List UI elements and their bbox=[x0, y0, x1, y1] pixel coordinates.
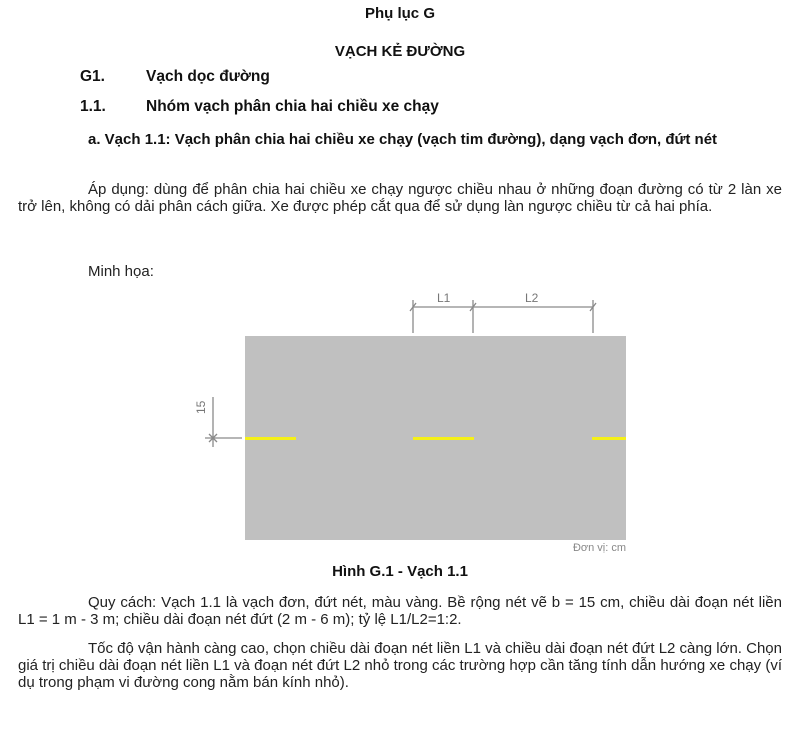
subsection-title: a. Vạch 1.1: Vạch phân chia hai chiều xe chạy (vạch tim đường), dạng vạch đơn, đứt nét bbox=[88, 131, 718, 148]
heading-number: 1.1. bbox=[80, 98, 106, 115]
speed-paragraph: Tốc độ vận hành càng cao, chọn chiều dài đoạn nét liền L1 và chiều dài đoạn nét đứt L2 càng lớn. Chọn giá trị chiều dài đoạn nét liền L1 và đoạn nét đứt L2 nhỏ trong các trường hợp cần tăng tính dẫn hướng xe chạy (ví dụ trong phạm vi đường cong nằm bán kính nhỏ). bbox=[18, 640, 782, 691]
unit-note: Đơn vị: cm bbox=[572, 542, 626, 554]
dimension-label-l2: L2 bbox=[525, 291, 539, 305]
heading-1-1 bbox=[80, 98, 780, 118]
heading-text: Nhóm vạch phân chia hai chiều xe chạy bbox=[146, 98, 439, 115]
illustration-label: Minh họa: bbox=[88, 263, 154, 280]
main-title: VẠCH KẺ ĐƯỜNG bbox=[334, 43, 466, 60]
appendix-title: Phụ lục G bbox=[364, 5, 435, 22]
yellow-dash-segment bbox=[245, 437, 296, 440]
dimension-label-width: 15 bbox=[194, 400, 208, 414]
yellow-dash-segment bbox=[413, 437, 474, 440]
application-paragraph: Áp dụng: dùng để phân chia hai chiều xe chạy ngược chiều nhau ở những đoạn đường có từ 2 làn xe trở lên, không có dải phân cách giữa. Xe được phép cắt qua để sử dụng làn ngược chiều từ cả hai phía. bbox=[18, 181, 782, 215]
figure-caption: Hình G.1 - Vạch 1.1 bbox=[332, 563, 468, 580]
yellow-dash-segment bbox=[592, 437, 626, 440]
specification-paragraph: Quy cách: Vạch 1.1 là vạch đơn, đứt nét, màu vàng. Bề rộng nét vẽ b = 15 cm, chiều dài đoạn nét liền L1 = 1 m - 3 m; chiều dài đoạn nét đứt (2 m - 6 m); tỷ lệ L1/L2=1:2. bbox=[18, 594, 782, 628]
heading-number: G1. bbox=[80, 68, 105, 85]
dimension-label-l1: L1 bbox=[437, 291, 451, 305]
heading-g1 bbox=[80, 68, 780, 88]
heading-text: Vạch dọc đường bbox=[146, 68, 270, 85]
